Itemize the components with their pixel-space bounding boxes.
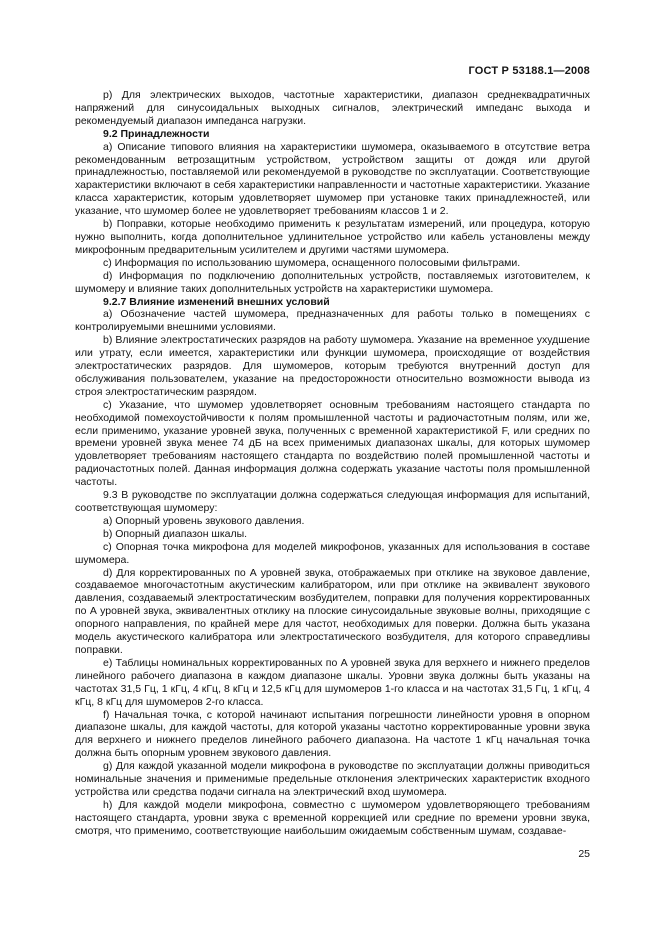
paragraph-9-3-f: f) Начальная точка, с которой начинают испытания погрешности линейности уровня в опорном диапазоне шкалы, для каждой частоты, для которой указаны частотно корректированные уровни звука для верхнего и нижнего пределов линейного рабочего диапазона. На частоте 1 кГц начальная точка должна быть опорным уровнем звукового давления. [75,708,590,760]
paragraph-9-3-e: е) Таблицы номинальных корректированных по А уровней звука для верхнего и нижнего пределов линейного рабочего диапазона в каждом диапазоне шкалы. Уровни звука должны быть указаны на частотах 31,5 Гц, 1 кГц, 4 кГц, 8 кГц и 12,5 кГц для шумомеров 1-го класса и на частотах 31,5 Гц, 1 кГц, 4 кГц, 8 кГц для шумомеров 2-го класса. [75,656,590,708]
paragraph-9-2-7-a: а) Обозначение частей шумомера, предназначенных для работы только в помещениях с контролируемыми внешними условиями. [75,308,590,334]
paragraph-9-3-g: g) Для каждой указанной модели микрофона в руководстве по эксплуатации должны приводиться номинальные значения и применимые предельные отклонения электрических характеристик входного устройства или средства подачи сигнала на электрический вход шумомера. [75,760,590,798]
paragraph-9-2-d: d) Информация по подключению дополнительных устройств, поставляемых изготовителем, к шумомеру и влияние таких дополнительных устройств на характеристики шумомера. [75,269,590,295]
page-number: 25 [578,848,590,860]
paragraph-9-3-a: а) Опорный уровень звукового давления. [103,514,305,527]
paragraph-p: р) Для электрических выходов, частотные характеристики, диапазон среднеквадратичных напряжений для синусоидальных выходных сигналов, электрический импеданс выхода и рекомендуемый диапазон импеданса нагрузки. [75,89,590,127]
paragraph-9-2-a: а) Описание типового влияния на характеристики шумомера, оказываемого в отсутствие ветра рекомендованным ветрозащитным устройством, устройством защиты от дождя или другой принадлежностью, поставляемой или рекомендуемой в руководстве по эксплуатации. Соответствующие характеристики включают в себя характеристики направленности и частотные характеристики. Указание класса характеристик, которым удовлетворяет шумомер при установке таких принадлежностей, или указание, что шумомер более не удовлетворяет требованиям классов 1 и 2. [75,140,590,218]
paragraph-9-2-c: с) Информация по использованию шумомера, оснащенного полосовыми фильтрами. [103,256,521,269]
paragraph-9-3-c: с) Опорная точка микрофона для моделей микрофонов, указанных для использования в составе шумомера. [75,540,590,566]
document-number-header: ГОСТ Р 53188.1—2008 [468,65,590,77]
document-body [75,89,590,838]
paragraph-9-3-b: b) Опорный диапазон шкалы. [103,527,248,540]
paragraph-9-3-d: d) Для корректированных по А уровней звука, отображаемых при отклике на звуковое давление, создаваемое многочастотным акустическим калибратором, или при отклике на эквивалент звукового давления, создаваемый электростатическим возбудителем, поправки для получения корректированных по А уровней звука, эквивалентных отклику на плоские синусоидальные звуковые волны, приходящие с опорного направления, по крайней мере для частот, необходимых для поверки. Должна быть указана модель акустического калибратора или электростатического возбудителя, для которого справедливы поправки. [75,566,590,656]
paragraph-9-3: 9.3 В руководстве по эксплуатации должна содержаться следующая информация для испытаний, соответствующая шумомеру: [75,489,590,514]
section-heading-9-2-7: 9.2.7 Влияние изменений внешних условий [103,295,330,308]
paragraph-9-2-7-c: с) Указание, что шумомер удовлетворяет основным требованиям настоящего стандарта по необходимой помехоустойчивости к полям промышленной частоты и радиочастотным полям, или же, если применимо, указание уровней звука, полученных с временной характеристикой F, или средних по времени уровней звука менее 74 дБ на всех применимых диапазонах шкалы, для которых шумомер удовлетворяет требованиям настоящего стандарта по воздействию полей промышленной частоты и радиочастотных полей. Данная информация должна содержать указание частоты поля промышленной частоты. [75,398,590,489]
paragraph-9-2-7-b: b) Влияние электростатических разрядов на работу шумомера. Указание на временное ухудшение или утрату, если имеется, характеристики или функции шумомера, происходящие от воздействия электростатических разрядов. Для шумомеров, которым требуются внутренний доступ для обслуживания пользователем, указание на предосторожности относительно возможности вывода из строя электростатическим разрядом. [75,334,590,398]
paragraph-9-2-b: b) Поправки, которые необходимо применить к результатам измерений, или процедура, которую нужно выполнить, когда дополнительное удлинительное устройство или кабель установлены между микрофонным предварительным усилителем и другими частями шумомера. [75,218,590,256]
paragraph-9-3-h: h) Для каждой модели микрофона, совместно с шумомером удовлетворяющего требованиям настоящего стандарта, уровни звука с временной коррекцией или средние по времени уровни звука, смотря, что применимо, соответствующие наибольшим ожидаемым собственным шумам, создавае- [75,798,590,837]
section-heading-9-2: 9.2 Принадлежности [103,127,210,140]
